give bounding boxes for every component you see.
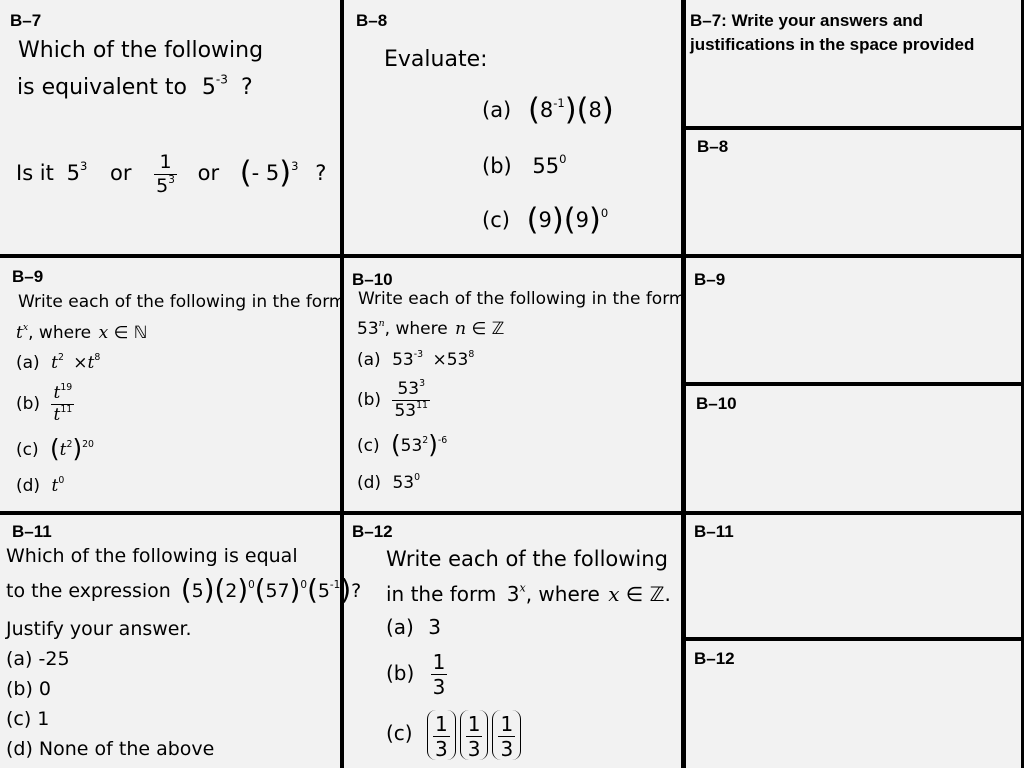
b9-form-base: t [16,323,23,343]
b10-cond-var: n [455,319,467,339]
b9-a-times: × [73,353,88,373]
b9-cond-var: x [98,323,109,343]
b11-question-line1: Which of the following is equal [6,545,298,567]
b10-b-num-base: 53 [397,378,420,399]
b7-is-it: Is it [16,161,54,185]
b9-a-base1: t [51,353,58,373]
b9-a-base2: t [87,353,95,373]
grid-line [686,382,1024,386]
b10-a-base2: 53 [446,350,469,370]
b11-option-b: (b) 0 [6,678,52,700]
b9-item-a [16,352,101,373]
b8-item-b [482,152,567,178]
answer-b8-label: B–8 [697,137,729,156]
b7-options [16,146,326,200]
b12-c-num-3: 1 [500,711,514,736]
b7-question-line2 [17,72,253,100]
b7-option3-inner: - 5 [251,161,280,185]
b9-form-exp: x [22,322,29,334]
b10-a-exp2: 8 [468,349,475,361]
b12-question-line1: Write each of the following [386,547,668,571]
b11-option-d: (d) None of the above [6,738,215,760]
answer-b7-header-2: justifications in the space provided [690,35,975,54]
b11-option-c: (c) 1 [6,708,50,730]
b10-a-label: (a) [357,350,381,370]
b8-b-exp: 0 [559,152,567,167]
b11-question-line2: to the expression $(5)(2)^0(57)^0(5^{-1})$? [6,574,362,607]
b10-b-label: (b) [357,390,382,410]
b9-item-c: (c) $(t^2)^{20}$ [16,433,94,463]
b9-item-d [16,475,65,496]
b10-item-b [357,377,430,421]
b8-c-exp: 0 [600,206,609,221]
b7-option1-base: 5 [66,161,80,185]
b9-b-den-base: t [53,404,61,425]
b10-d-exp: 0 [414,472,421,484]
b12-b-label: (b) [386,661,415,685]
b7-frac-denominator [154,175,177,196]
b8-item-a: (a) $(8^{-1})(8)$ [482,92,614,128]
b12-line2-text: in the form [386,582,497,606]
b9-label: B–9 [12,267,44,286]
b12-where: , where [525,582,600,606]
b12-cond-var: x [608,582,620,606]
b12-c-den-1: 3 [434,736,448,761]
b9-c-label: (c) [16,440,39,460]
b12-a-label: (a) [386,615,414,639]
b10-item-d [357,472,421,493]
b8-label: B–8 [356,11,388,30]
b12-item-b [386,650,447,697]
b11-p3-exp: 0 [300,579,308,592]
b12-c-paren-2 [460,710,489,760]
b10-form-base: 53 [357,319,379,339]
b11-p1: 5 [191,580,204,602]
answer-cell-b8 [686,130,1022,254]
b11-justify: Justify your answer. [6,618,192,640]
b9-where: , where [28,323,92,343]
b10-a-base1: 53 [392,350,414,370]
answer-b7-header: B–7: Write your answers and [690,11,924,30]
b10-form [357,318,505,339]
b12-form-exp: x [519,581,526,595]
b12-c-num-2: 1 [467,711,481,736]
b11-label: B–11 [12,522,52,541]
b7-option3-exp: 3 [291,159,299,174]
b7-option2-fraction [154,150,177,197]
b8-a-exp: -1 [553,96,565,111]
b9-d-base: t [51,476,59,496]
answer-b9-label: B–9 [694,270,726,289]
b12-b-numerator: 1 [432,650,446,674]
b9-c-inner-exp: 2 [66,439,73,451]
b8-c-first: 9 [538,208,552,232]
b10-item-c: (c) $(53^2)^{-6}$ [357,429,448,459]
b12-item-a [386,617,441,637]
b7-frac-den-base: 5 [156,174,169,197]
b7-question-line1: Which of the following [18,38,264,63]
b8-a-second: 8 [588,98,602,122]
b12-question-line2 [386,581,671,606]
b10-a-times: × [432,350,447,370]
answer-b12-label: B–12 [694,649,735,668]
b11-p2: 2 [225,580,238,602]
b9-b-num-base: t [53,382,61,403]
b10-c-base: 53 [400,436,423,456]
grid-line [686,637,1024,641]
b8-b-base: 55 [532,154,560,178]
b8-c-second: 9 [575,208,589,232]
b7-qmark-2: ? [315,161,327,185]
b12-c-paren-1 [427,710,456,760]
b10-b-den-exp: 11 [416,399,428,411]
b12-item-c [386,708,523,760]
b10-b-num-exp: 3 [419,377,426,389]
b11-line2-text: to the expression [6,580,171,602]
b10-item-a [357,349,475,370]
b9-a-exp2: 8 [94,352,101,364]
b9-d-label: (d) [16,476,41,496]
b12-label: B–12 [352,522,393,541]
b10-d-label: (d) [357,473,382,493]
b10-label: B–10 [352,270,393,289]
b7-frac-numerator: 1 [154,153,177,175]
b10-d-base: 53 [392,473,415,493]
b10-c-outer-exp: -6 [437,435,448,447]
b7-line2-text: is equivalent to [17,75,187,100]
b7-label: B–7 [10,11,42,30]
b8-item-c: (c) $(9)(9)^0$ [482,202,609,238]
b9-d-exp: 0 [58,475,65,487]
b10-a-exp1: -3 [413,349,424,361]
b8-a-label: (a) [482,98,512,122]
b12-a-value: 3 [428,615,441,639]
b10-c-label: (c) [357,436,380,456]
b12-c-den-3: 3 [500,736,514,761]
b10-form-exp: n [378,318,385,330]
b12-c-label: (c) [386,721,413,745]
b11-qmark: ? [351,580,362,602]
b7-qmark: ? [240,75,253,100]
b9-instruction: Write each of the following in the form [18,292,346,312]
b9-b-den-exp: 11 [60,403,73,415]
b7-exponent: -3 [215,72,228,87]
b7-base: 5 [201,75,216,100]
b10-instruction: Write each of the following in the form [358,289,686,309]
b9-a-exp1: 2 [57,352,64,364]
answer-cell-b9 [686,258,1022,382]
b11-p4-exp: -1 [329,579,341,592]
answer-cell-b11 [686,515,1022,637]
grid-line [340,0,344,768]
b9-b-label: (b) [16,394,41,414]
b9-form [16,322,148,343]
b11-p2-exp: 0 [248,579,255,592]
b12-b-denominator: 3 [432,675,446,699]
b10-b-den-base: 53 [394,400,417,421]
b8-a-base: 8 [539,98,554,122]
grid-line [686,126,1024,130]
b10-c-inner-exp: 2 [422,435,429,447]
b12-c-paren-3 [492,710,521,760]
b10-b-fraction [392,377,430,421]
b12-b-fraction [431,652,448,697]
answer-b10-label: B–10 [696,394,737,413]
b7-or-1: or [110,161,132,185]
b12-form-base: 3 [506,582,520,606]
answer-cell-b12 [686,641,1022,768]
b9-a-label: (a) [16,353,40,373]
b12-cond-set: ∈ ℤ. [625,582,671,606]
b10-where: , where [384,319,448,339]
b8-b-label: (b) [482,154,512,178]
b12-c-den-2: 3 [467,736,481,761]
b7-frac-den-exp: 3 [168,173,175,186]
b12-c-num-1: 1 [434,711,448,736]
b9-b-fraction [51,381,74,425]
b9-c-base: t [59,440,67,460]
b10-cond-set: ∈ ℤ [471,319,505,339]
b7-or-2: or [197,161,220,185]
b9-c-outer-exp: 20 [82,439,94,451]
b11-option-a: (a) -25 [6,648,70,670]
grid-line [0,254,1024,258]
grid-line [0,511,1024,515]
answer-b11-label: B–11 [694,522,734,541]
b11-p3: 57 [265,580,290,602]
b8-c-label: (c) [482,208,510,232]
b7-option3: (- 5)$^3$ [239,155,299,191]
b11-p4: 5 [317,580,330,602]
b7-option1-exp: 3 [79,159,88,174]
b9-cond-set: ∈ ℕ [113,323,148,343]
b9-item-b [16,381,74,425]
b9-b-num-exp: 19 [60,381,73,393]
b8-evaluate: Evaluate: [384,47,488,72]
